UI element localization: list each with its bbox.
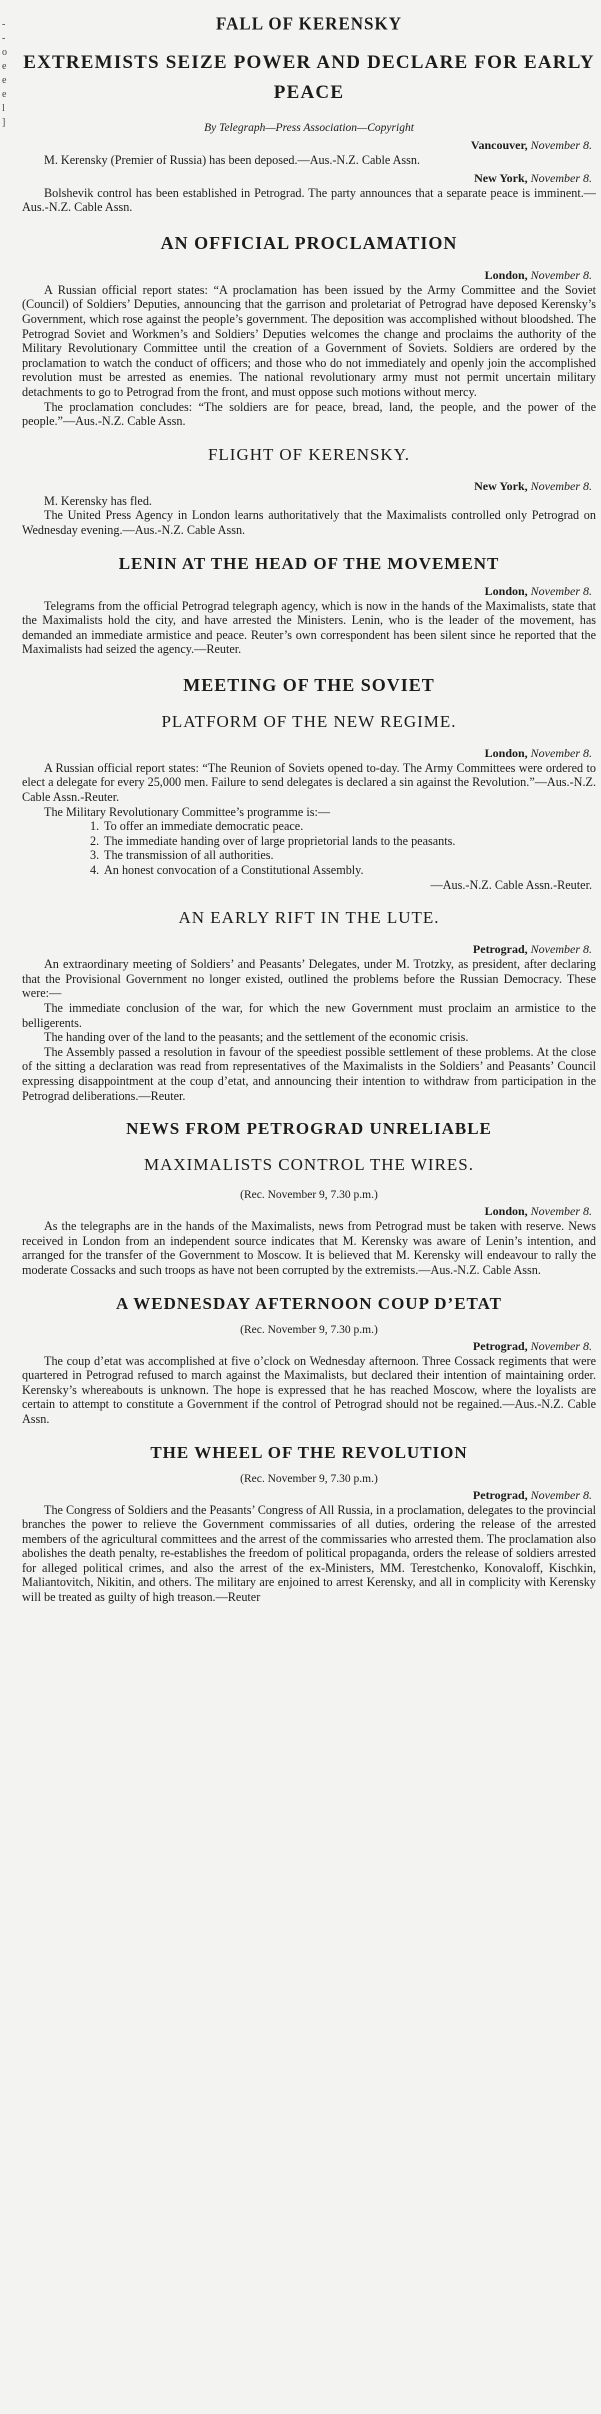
- list-item: [90, 834, 596, 849]
- dateline-place: London,: [484, 583, 528, 598]
- dateline: [22, 268, 592, 283]
- page-title: FALL OF KERENSKY: [215, 13, 403, 34]
- list-item-text: The immediate handing over of large proprietorial lands to the peasants.: [104, 833, 456, 848]
- dateline: [22, 1488, 592, 1503]
- paragraph: A Russian official report states: “A proclamation has been issued by the Army Committee and the Soviet (Council) of Soldiers’ Deputies, announcing that the garrison and proletariat of Petrograd have deposed Kerensky’s Government, which rose against the people’s government. The deposition was accomplished without bloodshed. The Petrograd Soviet and Workmen’s and Soldiers’ Deputies welcomes the change and proclaims the authority of the Military Revolutionary Committee until the creation of a Government of Soviets. Soldiers are ordered by the proclamation to watch the conduct of officers; and those who do not immediately and openly join the accomplished revolution must be arrested as enemies. The national revolutionary army must not permit uncertain military detachments to go to Petrograd from the front, and must oppose such motions without mercy.: [22, 282, 596, 399]
- list-item-number: 2.: [90, 833, 100, 848]
- dateline: [22, 584, 592, 599]
- section-deposed: [22, 138, 596, 215]
- section-subheading: PLATFORM OF THE NEW REGIME.: [161, 711, 457, 731]
- received-note: (Rec. November 9, 7.30 p.m.): [240, 1472, 378, 1485]
- section-subheading: MAXIMALISTS CONTROL THE WIRES.: [143, 1155, 475, 1175]
- section-lenin: [22, 554, 596, 657]
- list-item-text: The transmission of all authorities.: [104, 848, 274, 863]
- dateline: [22, 1204, 592, 1219]
- paragraph: The Assembly passed a resolution in favour of the speediest possible settlement of these problems. At the close of the sitting a declaration was read from representatives of the Maximalists in the Soldiers’ and Peasants’ Council expressing disappointment at the coup d’etat, and announcing their intention to withdraw from participation in the Petrograd deliberations.—Reuter.: [22, 1044, 596, 1103]
- dateline-place: New York,: [474, 170, 528, 185]
- section-wheel-of-revolution: [22, 1443, 596, 1605]
- paragraph: An extraordinary meeting of Soldiers’ and Peasants’ Delegates, under M. Trotzky, as president, after declaring that the Provisional Government no longer existed, outlined the problems before the Russian Democracy. These were:—: [22, 957, 596, 1001]
- dateline: [22, 746, 592, 761]
- paragraph: The United Press Agency in London learns authoritatively that the Maximalists controlled only Petrograd on Wednesday evening.—Aus.-N.Z. Cable Assn.: [22, 508, 596, 537]
- dateline-place: Petrograd,: [472, 942, 528, 957]
- dateline-date: November 8.: [530, 1487, 592, 1502]
- margin-marks: - - o e e e l ]: [2, 19, 7, 128]
- paragraph: M. Kerensky has fled.: [44, 493, 152, 508]
- section-flight-of-kerensky: [22, 445, 596, 538]
- dateline-date: November 8.: [530, 478, 592, 493]
- dateline-date: November 8.: [530, 267, 592, 282]
- section-early-rift: [22, 908, 596, 1103]
- main-headline: EXTREMISTS SEIZE POWER AND DECLARE FOR EARLY PEACE: [23, 52, 595, 103]
- section-heading: FLIGHT OF KERENSKY.: [207, 444, 411, 464]
- byline: By Telegraph—Press Association—Copyright: [204, 122, 414, 134]
- paragraph: A Russian official report states: “The Reunion of Soviets opened to-day. The Army Committees were ordered to elect a delegate for every 25,000 men. Failure to send delegates is declared a sin against the Revolution.”—Aus.-N.Z. Cable Assn.-Reuter.: [22, 760, 596, 805]
- section-coup-detat: [22, 1294, 596, 1427]
- dateline-date: November 8.: [530, 1204, 592, 1219]
- paragraph: M. Kerensky (Premier of Russia) has been deposed.—Aus.-N.Z. Cable Assn.: [44, 153, 421, 167]
- dateline-place: Petrograd,: [472, 1338, 528, 1353]
- section-heading: A WEDNESDAY AFTERNOON COUP D’ETAT: [116, 1293, 502, 1313]
- dateline: [22, 942, 592, 957]
- list-item: [90, 848, 596, 863]
- dateline: [22, 479, 592, 494]
- list-item-text: An honest convocation of a Constitutional Assembly.: [104, 863, 364, 878]
- paragraph: The proclamation concludes: “The soldiers are for peace, bread, land, the people, and the power of the people.”—Aus.-N.Z. Cable Assn.: [22, 399, 596, 429]
- section-official-proclamation: [22, 233, 596, 429]
- section-heading: AN EARLY RIFT IN THE LUTE.: [178, 908, 440, 928]
- paragraph: The Congress of Soldiers and the Peasants’ Congress of All Russia, in a proclamation, delegates to the provincial branches the power to relieve the Government commissaries of all duties, ordering the release of the arrested members of the agricultural committees and the arrest of the commissaries who arrested them. The proclamation also abolishes the death penalty, re-establishes the freedom of political propaganda, orders the release of soldiers arrested for alleged political crimes, and also the arrest of the ex-Ministers, MM. Terestchenko, Konovaloff, Kischkin, Maliantovitch, Nikitin, and others. The military are enjoined to arrest Kerensky, and all in complicity with Kerensky will be treated as guilty of high treason.—Reuter: [22, 1502, 596, 1605]
- section-heading: NEWS FROM PETROGRAD UNRELIABLE: [126, 1119, 492, 1139]
- dateline-date: November 8.: [530, 138, 592, 152]
- section-heading: THE WHEEL OF THE REVOLUTION: [150, 1442, 468, 1462]
- dateline-place: Petrograd,: [472, 1487, 528, 1502]
- dateline: [22, 1339, 592, 1354]
- dateline-place: Vancouver,: [470, 138, 528, 152]
- list-item: [90, 863, 596, 878]
- dateline-date: November 8.: [530, 745, 592, 760]
- paragraph: As the telegraphs are in the hands of the Maximalists, news from Petrograd must be taken with reserve. News received in London from an independent source indicates that M. Kerensky was aware of Lenin’s intention, and arranged for the transfer of the Government to Moscow. It is believed that M. Kerensky will endeavour to rally the moderate Cossacks and such troops as have not been corrupted by the extremists.—Aus.-N.Z. Cable Assn.: [22, 1219, 596, 1277]
- dateline-place: New York,: [474, 478, 528, 493]
- section-heading: AN OFFICIAL PROCLAMATION: [160, 232, 458, 253]
- dateline: [22, 138, 592, 153]
- dateline-date: November 8.: [530, 170, 592, 185]
- dateline-date: November 8.: [530, 942, 592, 957]
- paragraph: The Military Revolutionary Committee’s programme is:—: [44, 804, 331, 819]
- paragraph: The immediate conclusion of the war, for which the new Government must proclaim an armistice to the belligerents.: [22, 1001, 596, 1030]
- section-heading: LENIN AT THE HEAD OF THE MOVEMENT: [118, 553, 500, 573]
- list-item-number: 4.: [90, 863, 100, 878]
- dateline: [22, 171, 592, 186]
- section-meeting-of-soviet: [22, 675, 596, 892]
- list-item: [90, 819, 596, 834]
- dateline-date: November 8.: [530, 1338, 592, 1353]
- dateline-place: London,: [484, 1204, 528, 1219]
- received-note: (Rec. November 9, 7.30 p.m.): [240, 1189, 378, 1202]
- credit-line: —Aus.-N.Z. Cable Assn.-Reuter.: [430, 877, 592, 892]
- section-news-unreliable: [22, 1119, 596, 1277]
- received-note: (Rec. November 9, 7.30 p.m.): [240, 1323, 378, 1336]
- list-item-text: To offer an immediate democratic peace.: [104, 819, 304, 834]
- article-column: [22, 14, 596, 1605]
- section-heading: MEETING OF THE SOVIET: [183, 674, 435, 695]
- paragraph: Telegrams from the official Petrograd telegraph agency, which is now in the hands of the Maximalists, state that the Maximalists hold the city, and have arrested the Ministers. Lenin, who is the leader of the movement, has demanded an immediate armistice and peace. Reuter’s own correspondent has been silent since he reported that the Maximalists had seized the agency.—Reuter.: [22, 598, 596, 657]
- paragraph: The handing over of the land to the peasants; and the settlement of the economic crisis.: [44, 1030, 469, 1045]
- dateline-place: London,: [484, 745, 528, 760]
- dateline-place: London,: [484, 267, 528, 282]
- list-item-number: 3.: [90, 848, 100, 863]
- dateline-date: November 8.: [530, 583, 592, 598]
- list-item-number: 1.: [90, 819, 100, 834]
- paragraph: Bolshevik control has been established in Petrograd. The party announces that a separate peace is imminent.—Aus.-N.Z. Cable Assn.: [22, 185, 596, 215]
- programme-list: [22, 819, 596, 877]
- paragraph: The coup d’etat was accomplished at five o’clock on Wednesday afternoon. Three Cossack regiments that were quartered in Petrograd refused to march against the Maximalists, but declared their intention of maintaining order. Kerensky’s whereabouts is unknown. The hope is expressed that he has reached Moscow, where the loyalists are certain to attempt to constitute a Government if the control of Petrograd should not be regained.—Aus.-N.Z. Cable Assn.: [22, 1353, 596, 1426]
